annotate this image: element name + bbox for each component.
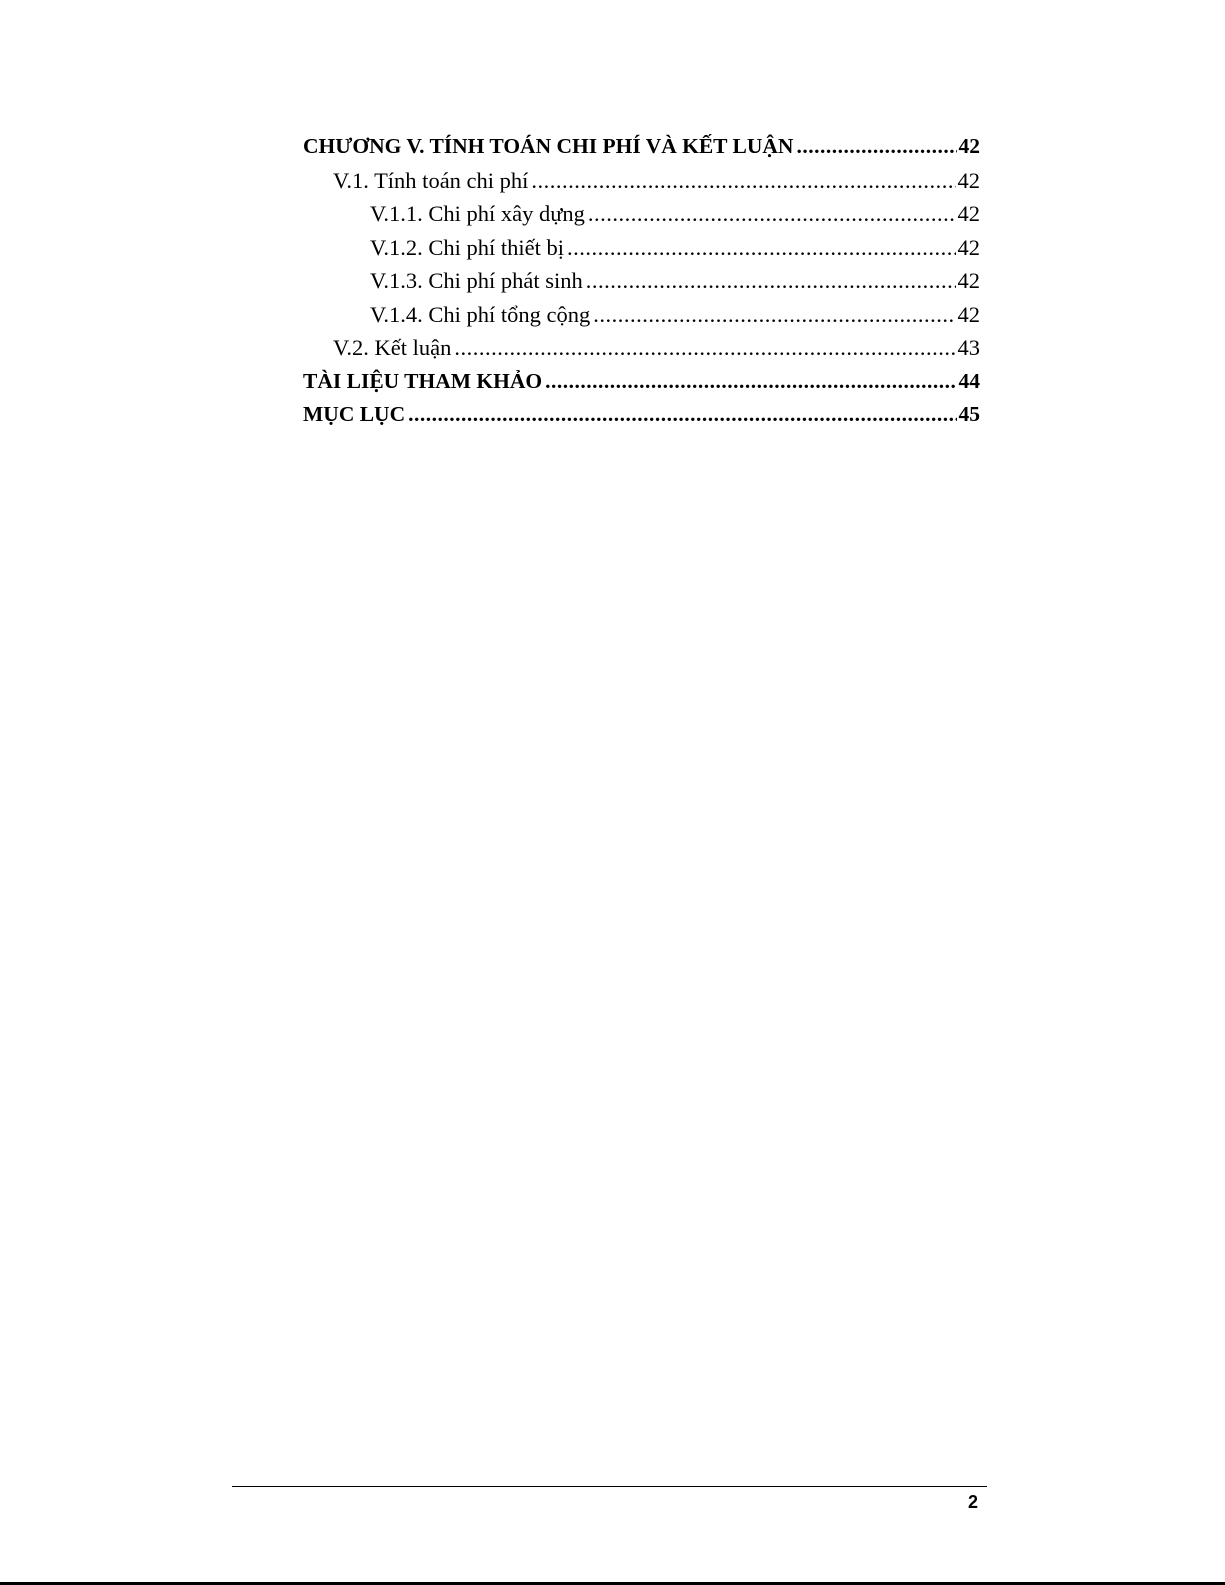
toc-entry-title: V.1.2. Chi phí thiết bị	[370, 234, 564, 260]
toc-dot-leader	[586, 264, 956, 298]
toc-entry-contents[interactable]	[303, 398, 980, 432]
toc-dot-leader	[796, 130, 956, 164]
toc-entry-v1-4[interactable]	[303, 298, 980, 332]
toc-entry-page: 42	[957, 234, 980, 260]
toc-entry-title: V.1.4. Chi phí tổng cộng	[370, 301, 591, 327]
toc-dot-leader	[408, 398, 956, 432]
toc-entry-page: 42	[957, 268, 980, 293]
toc-entry-title: TÀI LIỆU THAM KHẢO	[303, 368, 543, 393]
toc-entry-v1-1[interactable]	[303, 197, 980, 231]
toc-entry-page: 45	[958, 402, 980, 426]
page-number: 2	[967, 1492, 978, 1512]
toc-dot-leader	[454, 331, 955, 365]
toc-dot-leader	[588, 197, 956, 231]
toc-entry-v1-3[interactable]	[303, 264, 980, 298]
toc-entry-title: CHƯƠNG V. TÍNH TOÁN CHI PHÍ VÀ KẾT LUẬN	[303, 134, 794, 158]
toc-entry-page: 43	[957, 335, 980, 360]
toc-entry-title: V.1.3. Chi phí phát sinh	[370, 268, 583, 293]
toc-entry-title: MỤC LỤC	[303, 402, 406, 426]
toc-entry-title: V.1. Tính toán chi phí	[333, 167, 529, 193]
toc-entry-page: 42	[957, 167, 980, 193]
toc-entry-title: V.1.1. Chi phí xây dựng	[370, 201, 585, 226]
toc-dot-leader	[567, 231, 956, 265]
toc-entry-v1-2[interactable]	[303, 231, 980, 265]
toc-entry-page: 42	[957, 201, 980, 226]
toc-entry-page: 42	[957, 301, 980, 327]
toc-dot-leader	[531, 164, 955, 198]
toc-entry-references[interactable]	[303, 365, 980, 399]
footer-divider	[232, 1486, 987, 1487]
toc-entry-title: V.2. Kết luận	[333, 335, 452, 360]
toc-entry-page: 42	[958, 134, 980, 158]
toc-entry-v2[interactable]	[303, 331, 980, 365]
toc-entry-page: 44	[958, 368, 980, 393]
toc-entry-chapter-5[interactable]	[303, 130, 980, 164]
toc-dot-leader	[593, 298, 955, 332]
table-of-contents	[303, 130, 980, 432]
toc-dot-leader	[545, 365, 956, 399]
toc-entry-v1[interactable]	[303, 164, 980, 198]
